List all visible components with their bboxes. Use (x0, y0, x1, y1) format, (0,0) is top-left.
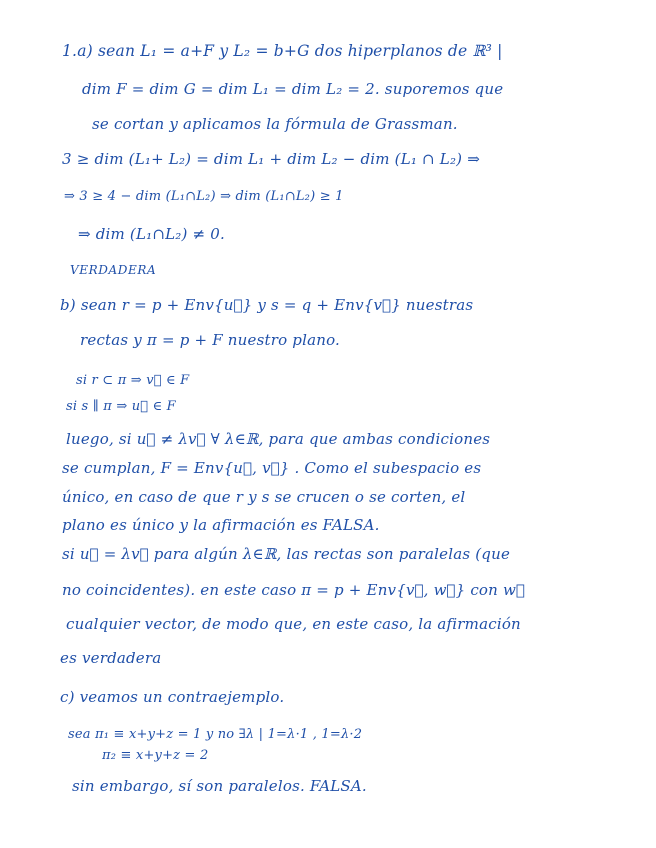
line-conclusion-a: ⇒ dim (L₁∩L₂) ≠ 0. (78, 225, 225, 243)
line-no-coincidentes: no coincidentes). en este caso π = p + Env{v⃗, w⃗} con w⃗ (62, 581, 526, 599)
line-falsa-b: plano es único y la afirmación es FALSA. (62, 516, 380, 534)
line-cumplan: se cumplan, F = Env{u⃗, v⃗} . Como el subespacio es (62, 459, 482, 477)
line-falsa-c: sin embargo, sí son paralelos. FALSA. (72, 777, 367, 795)
line-inequality-2: ⇒ 3 ≥ 4 − dim (L₁∩L₂) ⇒ dim (L₁∩L₂) ≥ 1 (64, 189, 344, 204)
line-1a-intro: 1.a) sean L₁ = a+F y L₂ = b+G dos hiperplanos de ℝ³ | (62, 42, 503, 60)
line-grassman: se cortan y aplicamos la fórmula de Grassman. (92, 115, 458, 133)
line-cualquier: cualquier vector, de modo que, en este caso, la afirmación (66, 615, 521, 633)
line-inequality-1: 3 ≥ dim (L₁+ L₂) = dim L₁ + dim L₂ − dim (L₁ ∩ L₂) ⇒ (62, 150, 480, 168)
line-verdadera-b: es verdadera (60, 649, 162, 667)
line-si-r: si r ⊂ π ⇒ v⃗ ∈ F (76, 373, 190, 388)
line-si-s: si s ∥ π ⇒ u⃗ ∈ F (66, 399, 176, 414)
line-pi2: π₂ ≡ x+y+z = 2 (102, 748, 209, 763)
line-1c-intro: c) veamos un contraejemplo. (60, 688, 285, 706)
line-paralelas: si u⃗ = λv⃗ para algún λ∈ℝ, las rectas son paralelas (que (62, 545, 511, 563)
line-verdadera: VERDADERA (70, 263, 157, 277)
line-dimensions: dim F = dim G = dim L₁ = dim L₂ = 2. suporemos que (82, 80, 504, 98)
line-sea-pi1: sea π₁ ≡ x+y+z = 1 y no ∃λ | 1=λ·1 , 1=λ·2 (68, 727, 363, 742)
line-luego: luego, si u⃗ ≠ λv⃗ ∀ λ∈ℝ, para que ambas condiciones (66, 430, 491, 448)
line-1b-intro: b) sean r = p + Env{u⃗} y s = q + Env{v⃗} nuestras (60, 296, 474, 314)
line-unico: único, en caso de que r y s se crucen o se corten, el (62, 488, 466, 506)
line-rectas-plano: rectas y π = p + F nuestro plano. (80, 331, 341, 349)
